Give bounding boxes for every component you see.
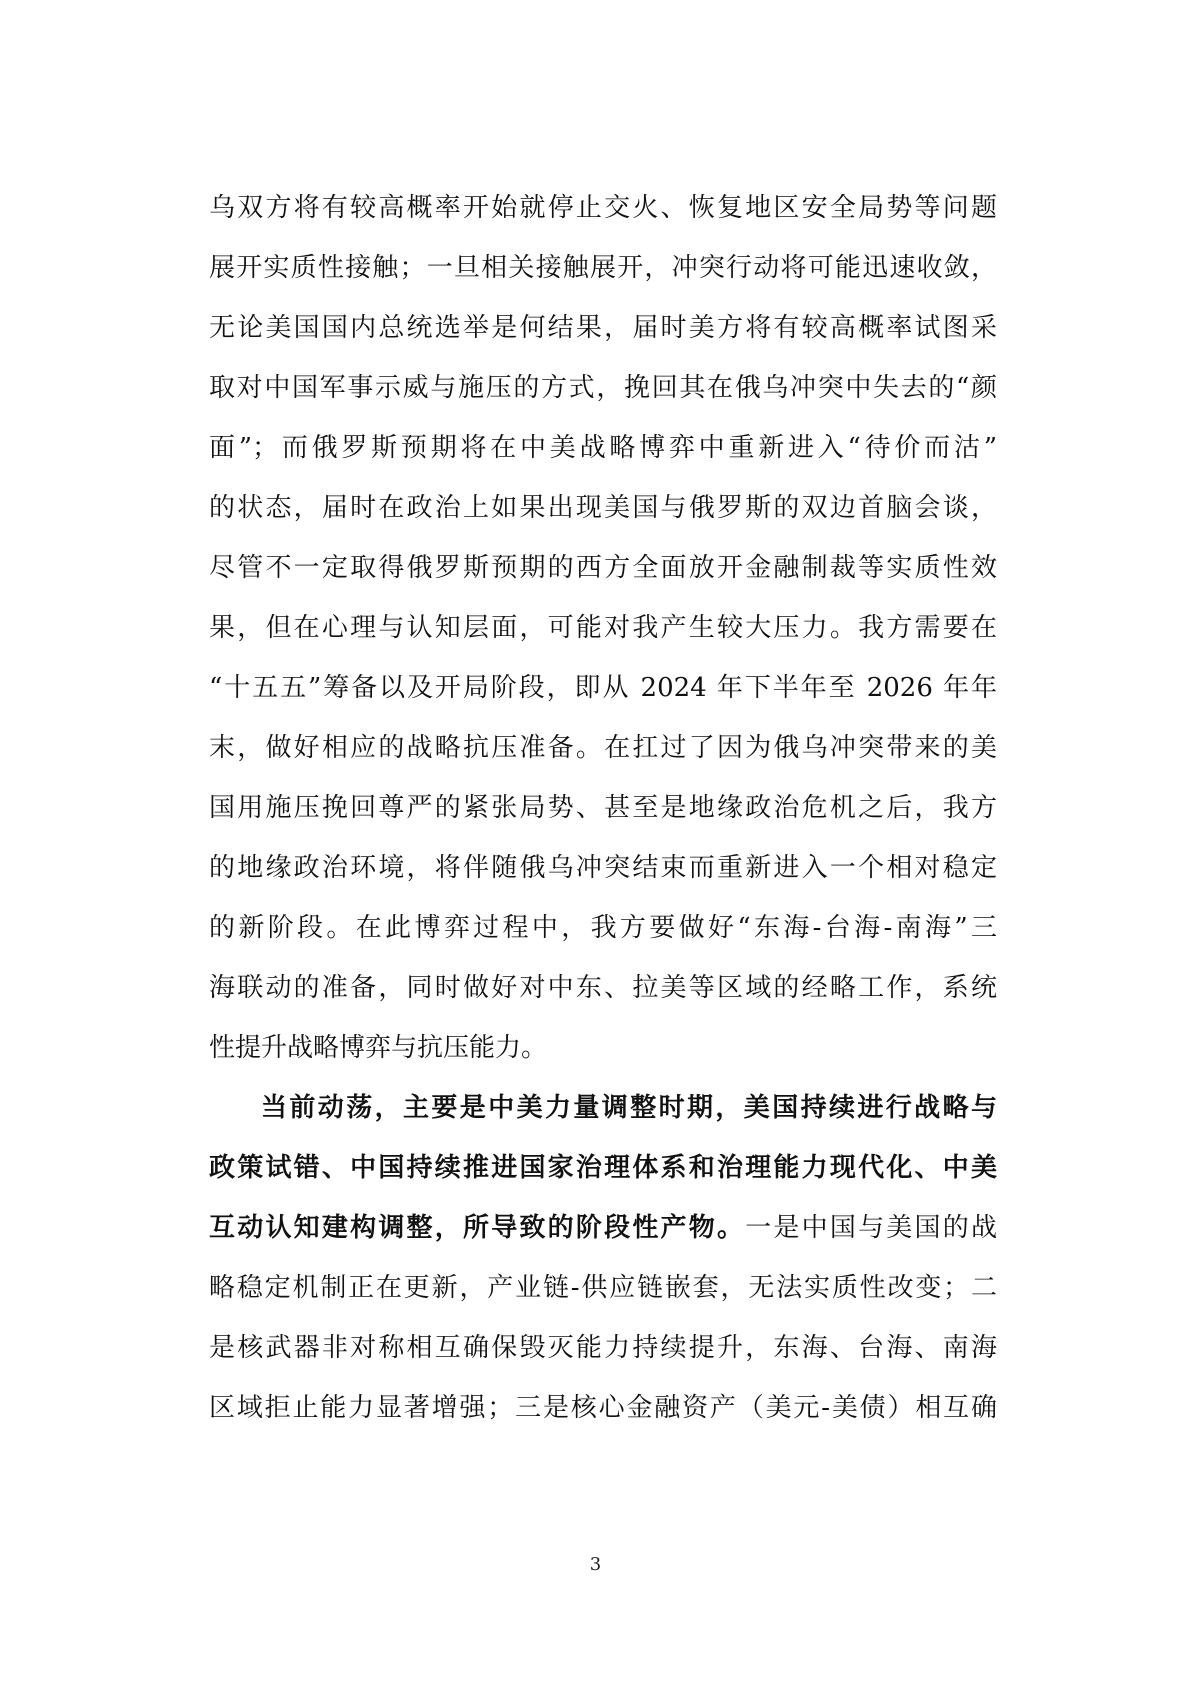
bold-text-line: 政策试错、中国持续推进国家治理体系和治理能力现代化、中美: [209, 1153, 997, 1183]
text-line: 展开实质性接触；一旦相关接触展开，冲突行动将可能迅速收敛，: [209, 253, 997, 283]
normal-text-span: 一是中国与美国的战: [745, 1213, 997, 1243]
text-line: 尽管不一定取得俄罗斯预期的西方全面放开金融制裁等实质性效: [209, 553, 997, 583]
text-line: 的地缘政治环境，将伴随俄乌冲突结束而重新进入一个相对稳定: [209, 853, 997, 883]
text-line: 无论美国国内总统选举是何结果，届时美方将有较高概率试图采: [209, 313, 997, 343]
text-line: 区域拒止能力显著增强；三是核心金融资产（美元-美债）相互确: [209, 1393, 997, 1423]
page-number: 3: [589, 1554, 602, 1575]
text-line: 的状态，届时在政治上如果出现美国与俄罗斯的双边首脑会谈，: [209, 493, 997, 523]
text-line: 海联动的准备，同时做好对中东、拉美等区域的经略工作，系统: [209, 973, 997, 1003]
text-line: 面”；而俄罗斯预期将在中美战略博弈中重新进入“待价而沽”: [209, 433, 997, 463]
mixed-text-line: [209, 1208, 997, 1248]
text-line: 末，做好相应的战略抗压准备。在扛过了因为俄乌冲突带来的美: [209, 733, 997, 763]
text-line: 取对中国军事示威与施压的方式，挽回其在俄乌冲突中失去的“颜: [209, 373, 997, 403]
text-line: 的新阶段。在此博弈过程中，我方要做好“东海-台海-南海”三: [209, 913, 997, 943]
text-line: “十五五”筹备以及开局阶段，即从 2024 年下半年至 2026 年年: [209, 673, 997, 703]
text-line: 国用施压挽回尊严的紧张局势、甚至是地缘政治危机之后，我方: [209, 793, 997, 823]
text-line: 果，但在心理与认知层面，可能对我产生较大压力。我方需要在: [209, 613, 997, 643]
text-line: 性提升战略博弈与抗压能力。: [209, 1033, 548, 1063]
text-line: 略稳定机制正在更新，产业链-供应链嵌套，无法实质性改变；二: [209, 1273, 997, 1303]
bold-text-line: 当前动荡，主要是中美力量调整时期，美国持续进行战略与: [261, 1093, 997, 1123]
text-line: 乌双方将有较高概率开始就停止交火、恢复地区安全局势等问题: [209, 193, 997, 223]
bold-text-span: 互动认知建构调整，所导致的阶段性产物。: [209, 1213, 746, 1243]
text-line: 是核武器非对称相互确保毁灭能力持续提升，东海、台海、南海: [209, 1333, 997, 1363]
